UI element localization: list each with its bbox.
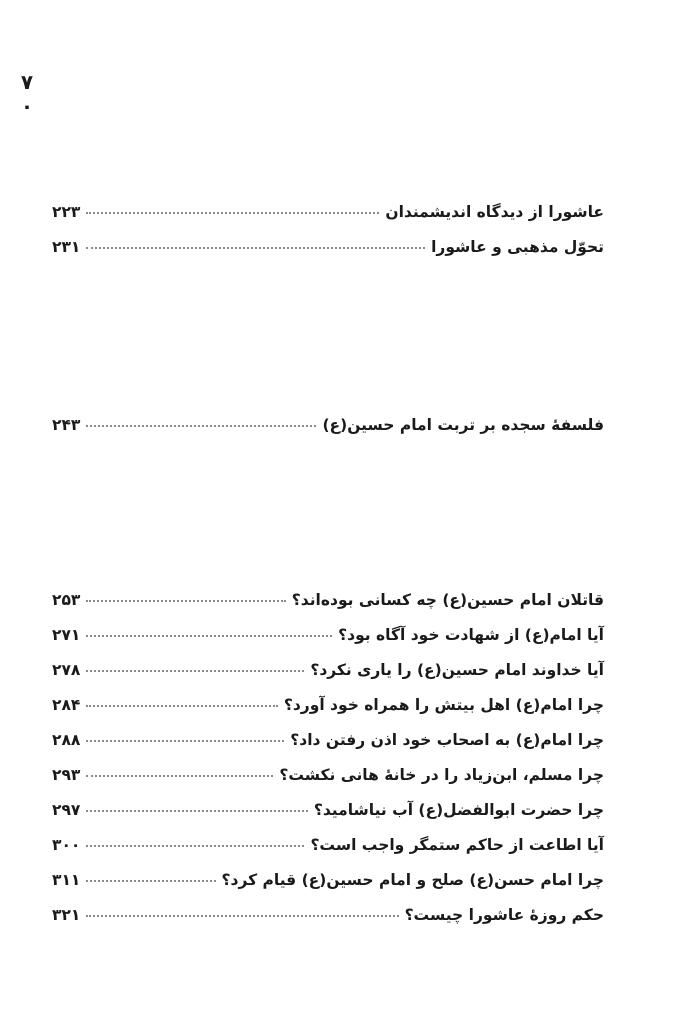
toc-entry[interactable] <box>52 906 604 941</box>
toc-entry-page: ۲۸۴ <box>52 696 81 714</box>
dot-leader <box>86 212 379 214</box>
toc-entry-title: آیا امام(ع) از شهادت خود آگاه بود؟ <box>338 626 604 644</box>
toc-group-2 <box>52 416 604 451</box>
toc-entry[interactable] <box>52 626 604 661</box>
dot-leader <box>86 247 425 249</box>
dot-leader <box>86 600 285 602</box>
dot-leader <box>86 670 304 672</box>
toc-entry[interactable] <box>52 731 604 766</box>
toc-entry-page: ۳۱۱ <box>52 871 81 889</box>
toc-entry[interactable] <box>52 238 604 273</box>
toc-entry-page: ۲۹۳ <box>52 766 81 784</box>
dot-leader <box>86 810 307 812</box>
toc-entry[interactable] <box>52 801 604 836</box>
dot-leader <box>86 915 398 917</box>
toc-entry-page: ۲۳۱ <box>52 238 81 256</box>
toc-entry[interactable] <box>52 591 604 626</box>
page-number-text: ۷۰ <box>15 70 39 118</box>
toc-entry-title: آیا اطاعت از حاکم ستمگر واجب است؟ <box>310 836 604 854</box>
toc-entry-page: ۳۰۰ <box>52 836 81 854</box>
toc-entry-page: ۲۵۳ <box>52 591 81 609</box>
toc-entry-title: تحوّل مذهبی و عاشورا <box>431 238 604 256</box>
toc-entry-page: ۲۴۳ <box>52 416 81 434</box>
toc-entry[interactable] <box>52 203 604 238</box>
dot-leader <box>86 845 304 847</box>
dot-leader <box>86 880 215 882</box>
toc-entry-title: چرا امام حسن(ع) صلح و امام حسین(ع) قیام کرد؟ <box>221 871 604 889</box>
toc-entry-title: چرا امام(ع) به اصحاب خود اذن رفتن داد؟ <box>290 731 604 749</box>
toc-entry[interactable] <box>52 661 604 696</box>
page-number <box>12 70 42 118</box>
toc-entry[interactable] <box>52 871 604 906</box>
toc-entry-title: چرا مسلم، ابن‌زیاد را در خانۀ هانی نکشت؟ <box>279 766 604 784</box>
toc-entry-title: عاشورا از دیدگاه اندیشمندان <box>385 203 604 221</box>
dot-leader <box>86 705 277 707</box>
toc-entry[interactable] <box>52 836 604 871</box>
toc-entry[interactable] <box>52 416 604 451</box>
toc-entry[interactable] <box>52 696 604 731</box>
toc-entry-title: چرا حضرت ابوالفضل(ع) آب نیاشامید؟ <box>313 801 604 819</box>
dot-leader <box>86 775 273 777</box>
toc-group-3 <box>52 591 604 941</box>
toc-entry-title: فلسفۀ سجده بر تربت امام حسین(ع) <box>322 416 604 434</box>
toc-entry-title: چرا امام(ع) اهل بیتش را همراه خود آورد؟ <box>283 696 604 714</box>
toc-entry-title: قاتلان امام حسین(ع) چه کسانی بوده‌اند؟ <box>291 591 604 609</box>
toc-entry-page: ۲۷۸ <box>52 661 81 679</box>
toc-entry-page: ۲۸۸ <box>52 731 81 749</box>
toc-entry[interactable] <box>52 766 604 801</box>
toc-entry-title: آیا خداوند امام حسین(ع) را یاری نکرد؟ <box>310 661 604 679</box>
toc-entry-page: ۲۲۳ <box>52 203 81 221</box>
dot-leader <box>86 425 316 427</box>
dot-leader <box>86 635 332 637</box>
toc-group-1 <box>52 203 604 273</box>
toc-entry-title: حکم روزۀ عاشورا چیست؟ <box>404 906 604 924</box>
toc-entry-page: ۲۹۷ <box>52 801 81 819</box>
toc-entry-page: ۳۲۱ <box>52 906 81 924</box>
toc-entry-page: ۲۷۱ <box>52 626 81 644</box>
dot-leader <box>86 740 284 742</box>
